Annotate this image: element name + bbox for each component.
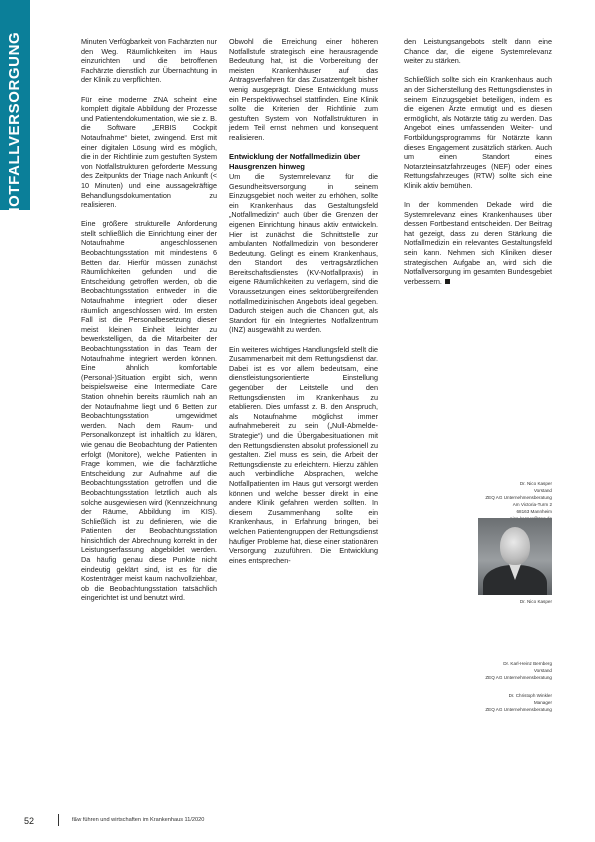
photo-head-shape [500, 527, 530, 565]
paragraph: Für eine moderne ZNA scheint eine komplett digitale Abbildung der Prozesse und Patientendokumentation, wie sie z. B. die Software „ERBIS Cockpit Notaufnahme“ bietet, zwingend. Erst mit einer digitalen Lösung wird es möglich, die in der Richtlinie zum gestuften System von Notfallstrukturen geforderte Messung des Zeitpunkts der Triage nach Ankunft (< 10 Minuten) und eine aussagekräftige Behandlungsdokumentation zu realisieren. [81, 94, 217, 210]
author-organization: ZEQ AG Unternehmensberatung [485, 495, 552, 501]
end-square-icon [445, 279, 450, 284]
author-name: Dr. Karl-Heinz Bernberg [503, 661, 552, 666]
closing-paragraph [404, 200, 552, 286]
paragraph: Eine größere strukturelle Anforderung stellt schließlich die Einrichtung einer der Notaufnahme angeschlossenen Beobachtungsstation mit mindestens 6 Betten dar. Hierfür müssen zunächst Räumlichkeiten gefunden und die Entscheidung getroffen werden, ob die Beobachtungsstation entweder in die Notaufnahme integriert oder dieser räumlich angeschlossen wird. Im ersten Fall ist die Personalbesetzung dieser meist kleinen Einheit leichter zu bewerkstelligen, da die Mitarbeiter der Beobachtungsstation in das Team der Notaufnahme integriert werden können. Eine ähnlich komfortable (Personal-)Situation ergibt sich, wenn beispielsweise eine Intermediate Care Station ohnehin bereits räumlich nah an der Notaufnahme liegt und 6 Betten zur Beobachtungsstation umgewidmet werden. Nach dem Raum- und Personalkonzept ist inhaltlich zu klären, wie genau die Beobachtung der Patienten erfolgt (Monitore), welche Patienten in Frage kommen, wie die fachärztliche Entscheidung zur Aufnahme auf die Beobachtungsstation getroffen und die Beobachtungsstation letztlich auch als solche ausgewiesen wird (Kennzeichnung der Räume, Abbildung im KIS). Schließlich ist zu definieren, wie die Patienten der Beobachtungsstation hinsichtlich der Abrechnung korrekt in der Leistungserfassung abgebildet werden. Da häufig genau diese Punkte nicht eindeutig geklärt sind, ist es für die Kostenträger meist kaum nachvollziehbar, ob die Beobachtungsstation tatsächlich eingerichtet ist und benutzt wird. [81, 219, 217, 603]
author-role: Manager [533, 700, 552, 706]
text-column-3 [404, 37, 552, 296]
paragraph: Schließlich sollte sich ein Krankenhaus auch an der Sicherstellung des Rettungsdienstes in seinem Einzugsgebiet beteiligen, indem es die eigenen Ärzte ermutigt und es diesen ermöglicht, als Notärzte tätig zu werden. Das Angebot eines umfassenden Weiter- und Fortbildungsprogramms für Notärzte kann dieses Engagement zusätzlich stärken. Auch um einen Standort eines Notarzteinsatzfahrzeuges (NEF) oder eines Rettungsfahrzeuges (RTW) sollte sich eine Klinik aktiv bemühen. [404, 75, 552, 190]
author-role: Vorstand [533, 488, 552, 494]
author-organization: ZEQ AG Unternehmensberatung [485, 675, 552, 681]
photo-caption: Dr. Nico Kasper [519, 599, 552, 604]
author-name: Dr. Christoph Winkler [508, 693, 552, 698]
page-number: 52 [24, 816, 35, 826]
section-tab [0, 0, 30, 219]
author-photo [478, 518, 552, 595]
author-organization: ZEQ AG Unternehmensberatung [485, 707, 552, 713]
section-heading: Entwicklung der Notfallmedizin über Hausgrenzen hinweg [229, 152, 361, 171]
section-label: NOTFALLVERSORGUNG [6, 31, 23, 219]
paragraph: Ein weiteres wichtiges Handlungsfeld stellt die Zusammenarbeit mit dem Rettungsdienst dar. Dabei ist es vor allem bedeutsam, eine dienstleistungsorientierte Einstellung gegenüber der Leitstelle und den Rettungsdiensten im Krankenhaus zu etablieren. Dies umfasst z. B. den Anspruch, als Notaufnahme möglichst immer aufnahmebereit zu sein („Null-Abmelde-Strategie“) und die Übergabesituationen mit den Rettungsdiensten absolut professionell zu gestalten. Ziel muss es sein, die Arbeit der Rettungsdienste zu erleichtern. Hierzu zählen auch verbindliche Absprachen, welche Notfallpatienten im Haus gut versorgt werden können und welche besser direkt in eine andere Klinik gefahren werden sollten. In diesem Zusammenhang sollte ein Krankenhaus, in Erfahrung bringen, bei welchen Patientengruppen der Rettungsdienst häufiger Probleme hat, diese einer stationären Versorgung zuzuführen. Die Entwicklung eines entsprechen- [229, 344, 378, 565]
paragraph: Minuten Verfügbarkeit von Fachärzten nur den Weg. Räumlichkeiten im Haus einzurichten und die betroffenen Fachärzte dienstlich zur Übernachtung in der Klinik zu verpflichten. [81, 37, 217, 85]
footer-divider [58, 814, 59, 826]
paragraph: den Leistungsangebots stellt dann eine Chance dar, die eigene Systemrelevanz weiter zu stärken. [404, 37, 552, 66]
author-role: Vorstand [533, 668, 552, 674]
author-street: Am Victoria-Turm 2 [512, 502, 552, 508]
author-block [485, 660, 552, 681]
paragraph: Um die Systemrelevanz für die Gesundheitsversorgung in seinem Einzugsgebiet noch weiter zu erhöhen, sollte ein Krankenhaus das Gestaltungsfeld „Notfallmedizin“ auch über die Grenzen der eigenen Einrichtung hinaus aktiv entwickeln. Hier ist zunächst die Schnittstelle zur ambulanten Notfallmedizin von besonderer Bedeutung. Gelingt es einem Krankenhaus, den Standort des vertragsärztlichen Bereitschaftsdienstes (KV-Notfallpraxis) in eigene Räumlichkeiten zu verlagern, sind die Voraussetzungen eines sektorübergreifenden notfallmedizinischen Angebots ideal gegeben. Dadurch steigen auch die Chancen gut, als Standort für ein Integriertes Notfallzentrum (INZ) ausgewählt zu werden. [229, 171, 378, 335]
author-contact [485, 480, 552, 523]
paragraph-text: In der kommenden Dekade wird die Systemrelevanz eines Krankenhauses über dessen Fortbestand entscheiden. Der Beitrag hat gezeigt, dass zu deren Stärkung die Notfallmedizin ein relevantes Gestaltungsfeld sein kann. Nehmen sich Kliniken dieser strategischen Aufgabe an, wird sich die Notfallversorgung im gesamten Bundesgebiet verbessern. [404, 200, 552, 286]
text-column-1 [81, 37, 217, 613]
publication-info: f&w führen und wirtschaften im Krankenhaus 11/2020 [72, 817, 205, 823]
author-name: Dr. Nico Kasper [519, 481, 552, 486]
paragraph: Obwohl die Erreichung einer höheren Notfallstufe strategisch eine herausragende Bedeutung hat, ist die Vorbereitung der meisten Krankenhäuser auf das Antragsverfahren für das Zusatzentgelt bisher wenig ausgeprägt. Diese Entwicklung muss ein Perspektivwechsel stattfinden. Eine Klinik sollte die Kriterien der Richtlinie zum gestuften System von Notfallstrukturen in jedem Teil ernst nehmen und konsequent realisieren. [229, 37, 378, 142]
author-block [485, 692, 552, 713]
text-column-2 [229, 37, 378, 575]
author-city: 68163 Mannheim [516, 509, 552, 515]
